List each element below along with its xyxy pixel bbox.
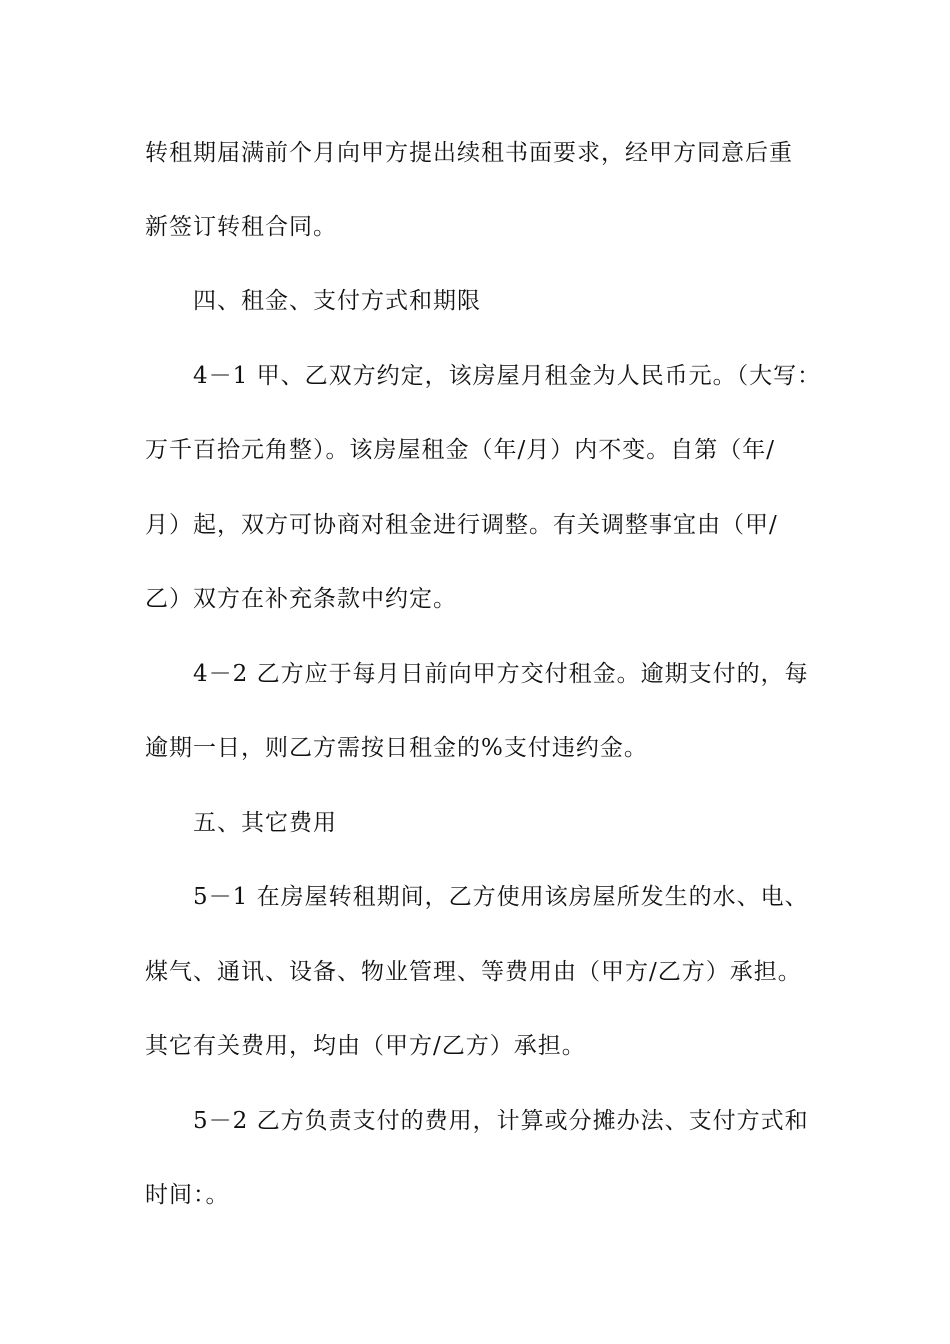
section-heading: 四、租金、支付方式和期限 bbox=[193, 288, 481, 314]
clause-line: 4－2 乙方应于每月日前向甲方交付租金。逾期支付的，每 bbox=[193, 661, 809, 687]
clause-line: 4－1 甲、乙双方约定，该房屋月租金为人民币元。（大写： bbox=[193, 363, 822, 389]
paragraph-line: 其它有关费用，均由（甲方/乙方）承担。 bbox=[145, 1033, 586, 1059]
clause-line: 5－2 乙方负责支付的费用，计算或分摊办法、支付方式和 bbox=[193, 1108, 809, 1134]
paragraph-line: 月）起，双方可协商对租金进行调整。有关调整事宜由（甲/ bbox=[145, 512, 778, 538]
paragraph-line: 乙）双方在补充条款中约定。 bbox=[145, 586, 457, 612]
paragraph-line: 时间：。 bbox=[145, 1182, 230, 1208]
clause-line: 5－1 在房屋转租期间，乙方使用该房屋所发生的水、电、 bbox=[193, 884, 809, 910]
paragraph-line: 逾期一日，则乙方需按日租金的%支付违约金。 bbox=[145, 735, 648, 761]
paragraph-line: 万千百拾元角整）。该房屋租金（年/月）内不变。自第（年/ bbox=[145, 437, 775, 463]
section-heading: 五、其它费用 bbox=[193, 810, 337, 836]
paragraph-line: 转租期届满前个月向甲方提出续租书面要求，经甲方同意后重 bbox=[145, 140, 793, 166]
paragraph-line: 新签订转租合同。 bbox=[145, 214, 337, 240]
paragraph-line: 煤气、通讯、设备、物业管理、等费用由（甲方/乙方）承担。 bbox=[145, 959, 802, 985]
